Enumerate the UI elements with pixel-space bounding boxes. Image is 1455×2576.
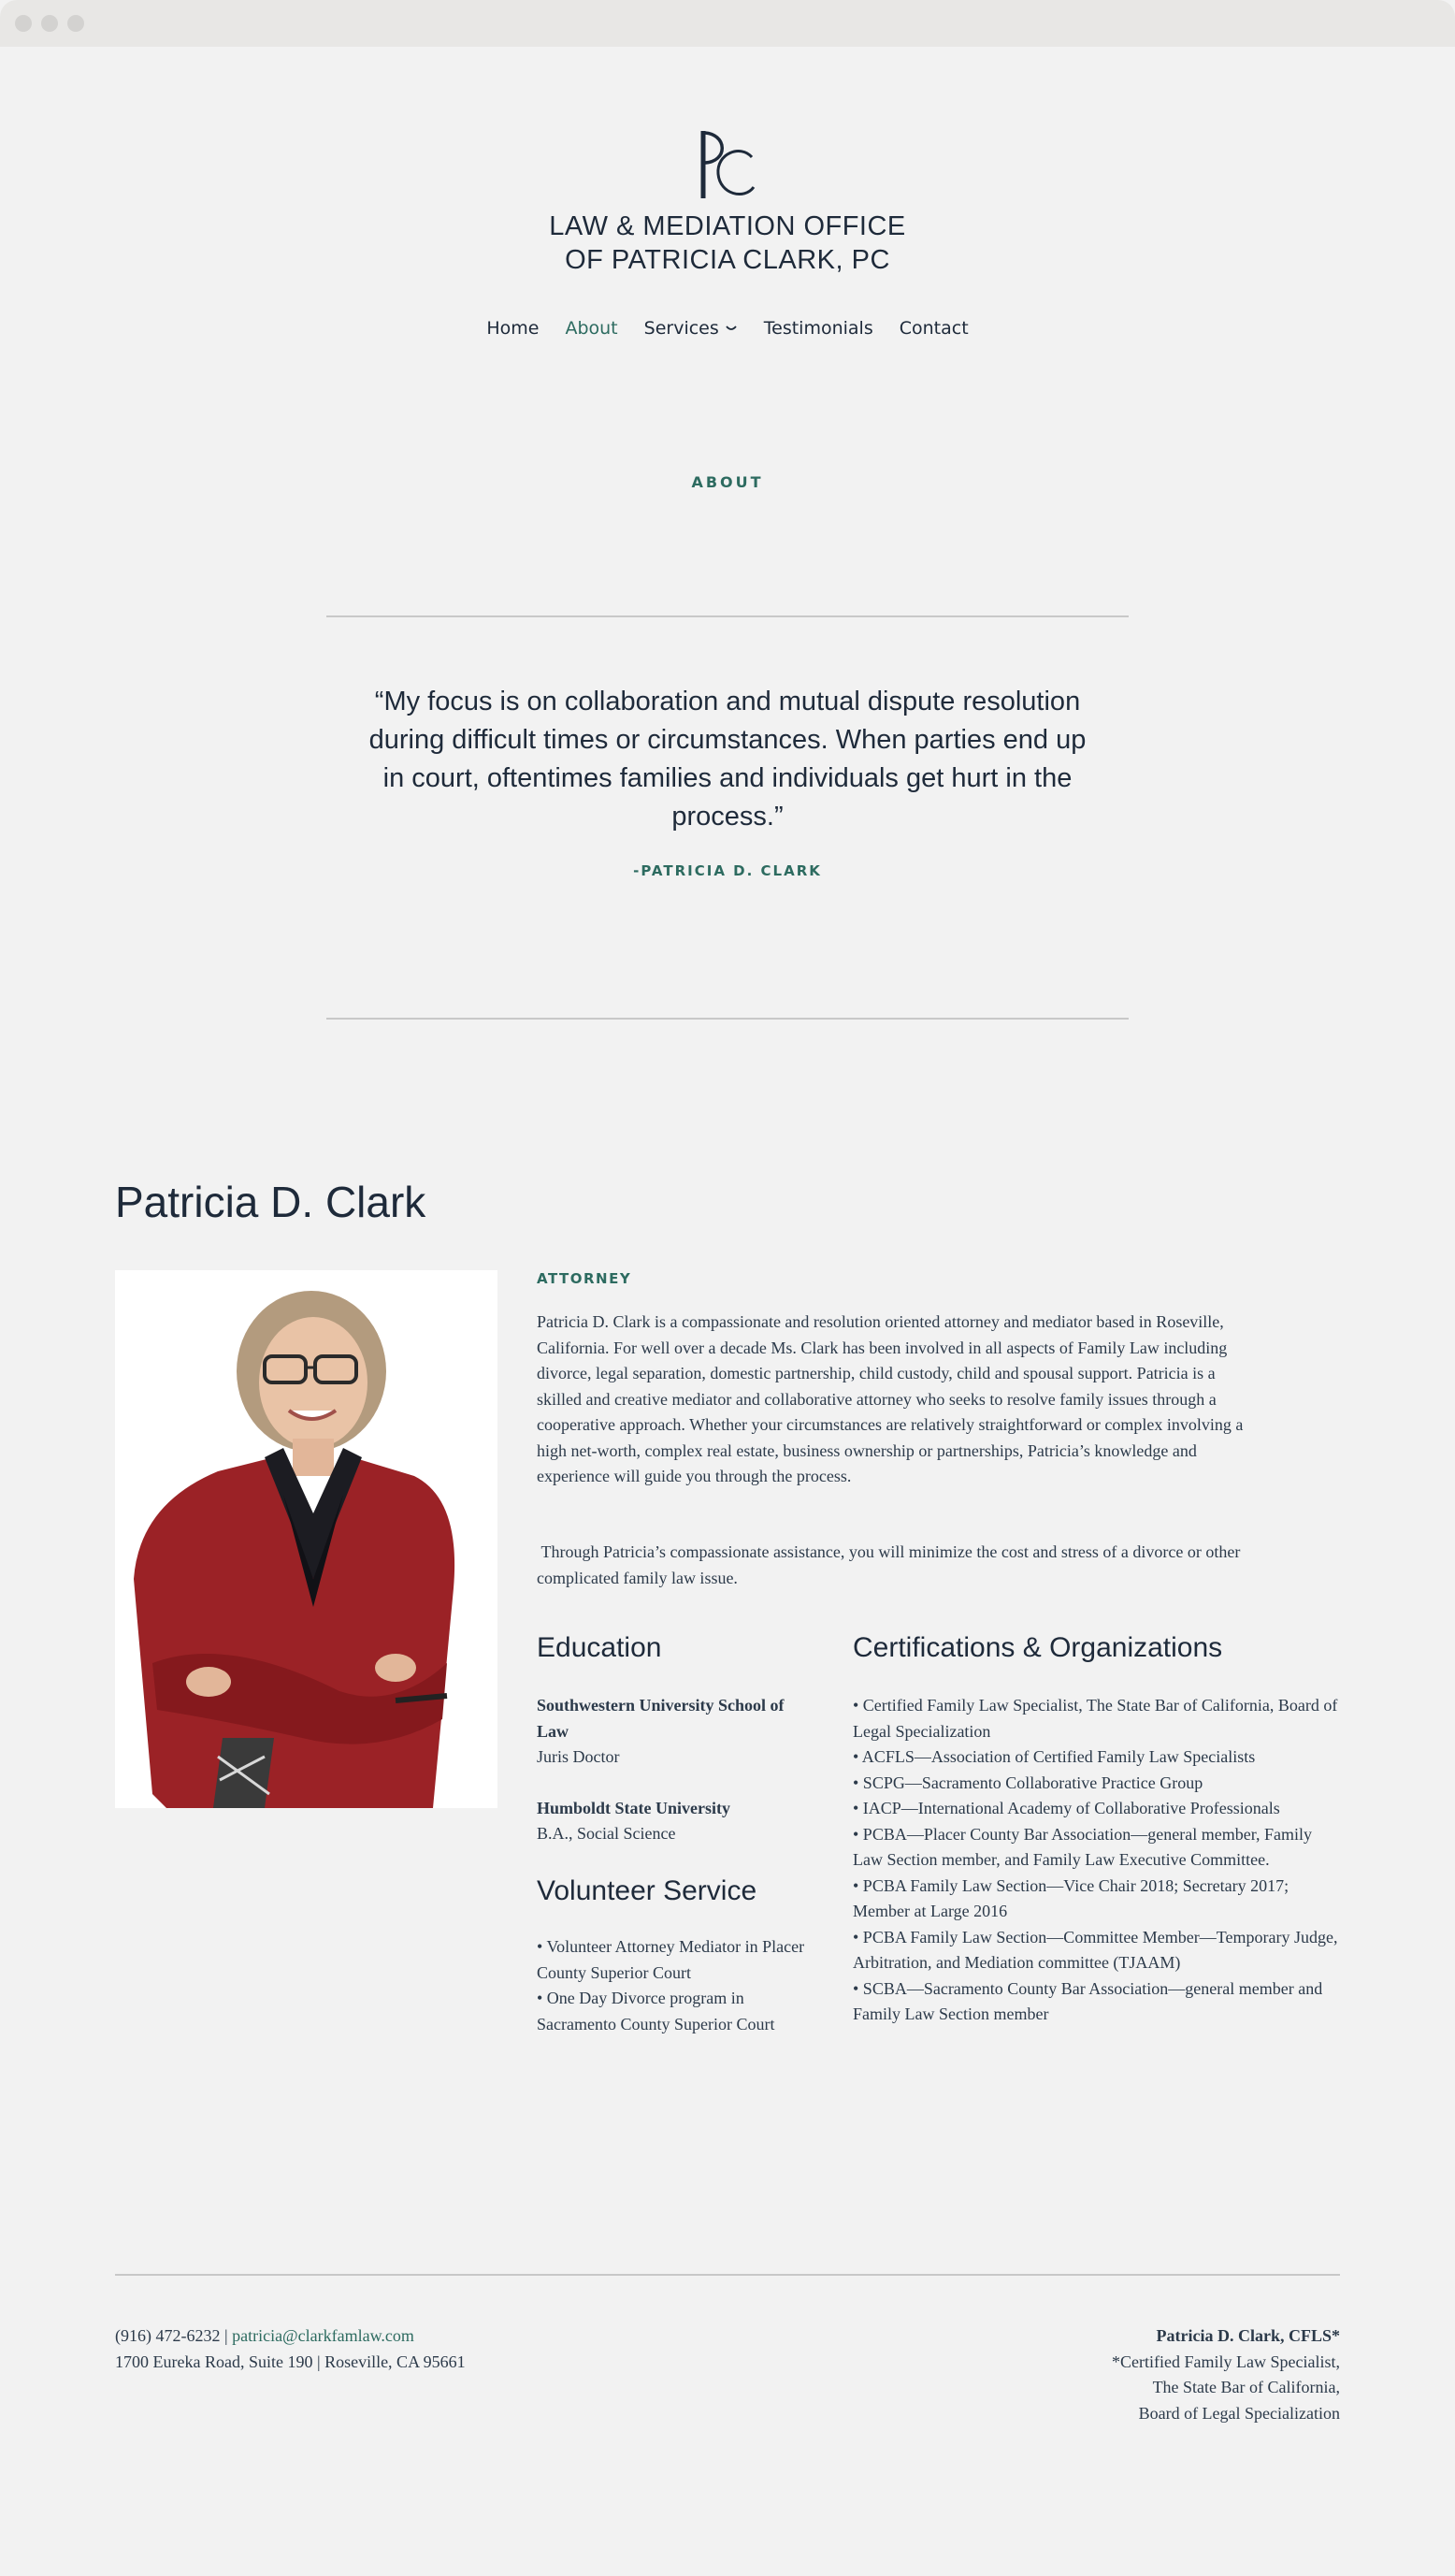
bio-paragraph-2: Through Patricia’s compassionate assistance, you will minimize the cost and stress of a divorce or other complicated family law issue. <box>537 1542 1245 1587</box>
volunteer-heading: Volunteer Service <box>537 1875 757 1906</box>
footer-credentials <box>1112 2323 1340 2426</box>
footer-address: 1700 Eureka Road, Suite 190 | Roseville, CA 95661 <box>115 2352 466 2371</box>
page-eyebrow: ABOUT <box>691 473 764 491</box>
list-item: • IACP—International Academy of Collaborative Professionals <box>853 1799 1280 1817</box>
main-nav <box>0 318 1455 339</box>
footer-credential-line-2: The State Bar of California, <box>1152 2378 1340 2396</box>
list-item: • SCBA—Sacramento County Bar Association—general member and Family Law Section member <box>853 1978 1323 2023</box>
education-heading: Education <box>537 1632 662 1663</box>
firm-name-line-2[interactable]: OF PATRICIA CLARK, PC <box>565 245 890 275</box>
profile-name: Patricia D. Clark <box>115 1178 426 1226</box>
footer-phone[interactable]: (916) 472-6232 <box>115 2326 221 2345</box>
footer-credential-line-3: Board of Legal Specialization <box>1138 2403 1340 2423</box>
divider-bottom <box>326 1018 1129 1020</box>
list-item: • One Day Divorce program in Sacramento County Superior Court <box>537 1989 775 2033</box>
education-list <box>537 1693 817 1847</box>
window-close-dot[interactable] <box>15 15 32 32</box>
certifications-heading: Certifications & Organizations <box>853 1632 1223 1663</box>
list-item: • PCBA Family Law Section—Committee Member—Temporary Judge, Arbitration, and Mediation committee (TJAAM) <box>853 1927 1338 1972</box>
education-degree-1: Juris Doctor <box>537 1747 620 1766</box>
list-item: • Certified Family Law Specialist, The State Bar of California, Board of Legal Specialization <box>853 1696 1338 1741</box>
nav-contact[interactable]: Contact <box>899 318 969 339</box>
list-item: • PCBA—Placer County Bar Association—general member, Family Law Section member, and Family Law Executive Committee. <box>853 1824 1313 1869</box>
footer-name: Patricia D. Clark, CFLS* <box>1156 2326 1340 2345</box>
window-minimize-dot[interactable] <box>41 15 58 32</box>
nav-testimonials[interactable]: Testimonials <box>763 318 873 339</box>
footer-contact <box>115 2323 466 2375</box>
education-school-2: Humboldt State University <box>537 1798 730 1817</box>
list-item: • SCPG—Sacramento Collaborative Practice Group <box>853 1773 1203 1792</box>
nav-about[interactable]: About <box>565 318 618 339</box>
nav-services-label: Services <box>643 318 719 339</box>
profile-role: ATTORNEY <box>537 1270 632 1287</box>
quote-author: -PATRICIA D. CLARK <box>633 862 822 879</box>
bio-paragraph-1: Patricia D. Clark is a compassionate and resolution oriented attorney and mediator based in Roseville, California. For well over a decade Ms. Clark has been involved in all aspects of Family Law including divorce, legal separation, domestic partnership, child custody, child and spousal support. Patricia is a skilled and creative mediator and collaborative attorney who seeks to resolve family issues through a cooperative approach. Whether your circumstances are relatively straightforward or complex involving a high net-worth, complex real estate, business ownership or partnerships, Patricia’s knowledge and experience will guide you through the process. <box>537 1312 1244 1485</box>
profile-photo <box>115 1270 497 1808</box>
nav-home[interactable]: Home <box>486 318 540 339</box>
footer-separator: | <box>220 2326 233 2345</box>
footer-credential-line-1: *Certified Family Law Specialist, <box>1112 2352 1340 2371</box>
list-item: • Volunteer Attorney Mediator in Placer County Superior Court <box>537 1937 805 1982</box>
list-item: • ACFLS—Association of Certified Family Law Specialists <box>853 1747 1256 1766</box>
certifications-list <box>853 1693 1343 2028</box>
volunteer-list <box>537 1934 817 2037</box>
nav-services[interactable] <box>631 318 751 339</box>
firm-logo[interactable] <box>692 129 763 200</box>
browser-chrome <box>0 0 1455 47</box>
pull-quote: “My focus is on collaboration and mutual dispute resolution during difficult times or circumstances. When parties end up in court, oftentimes families and individuals get hurt in the process.” <box>368 687 1087 832</box>
education-degree-2: B.A., Social Science <box>537 1824 676 1843</box>
footer-email-link[interactable]: patricia@clarkfamlaw.com <box>232 2326 414 2345</box>
divider-top <box>326 615 1129 617</box>
firm-name-line-1[interactable]: LAW & MEDIATION OFFICE <box>549 211 906 241</box>
footer-divider <box>115 2274 1340 2276</box>
attorney-portrait <box>115 1270 497 1808</box>
list-item: • PCBA Family Law Section—Vice Chair 2018; Secretary 2017; Member at Large 2016 <box>853 1875 1289 1920</box>
window-maximize-dot[interactable] <box>67 15 84 32</box>
chevron-down-icon <box>725 324 738 333</box>
education-school-1: Southwestern University School of Law <box>537 1696 785 1741</box>
